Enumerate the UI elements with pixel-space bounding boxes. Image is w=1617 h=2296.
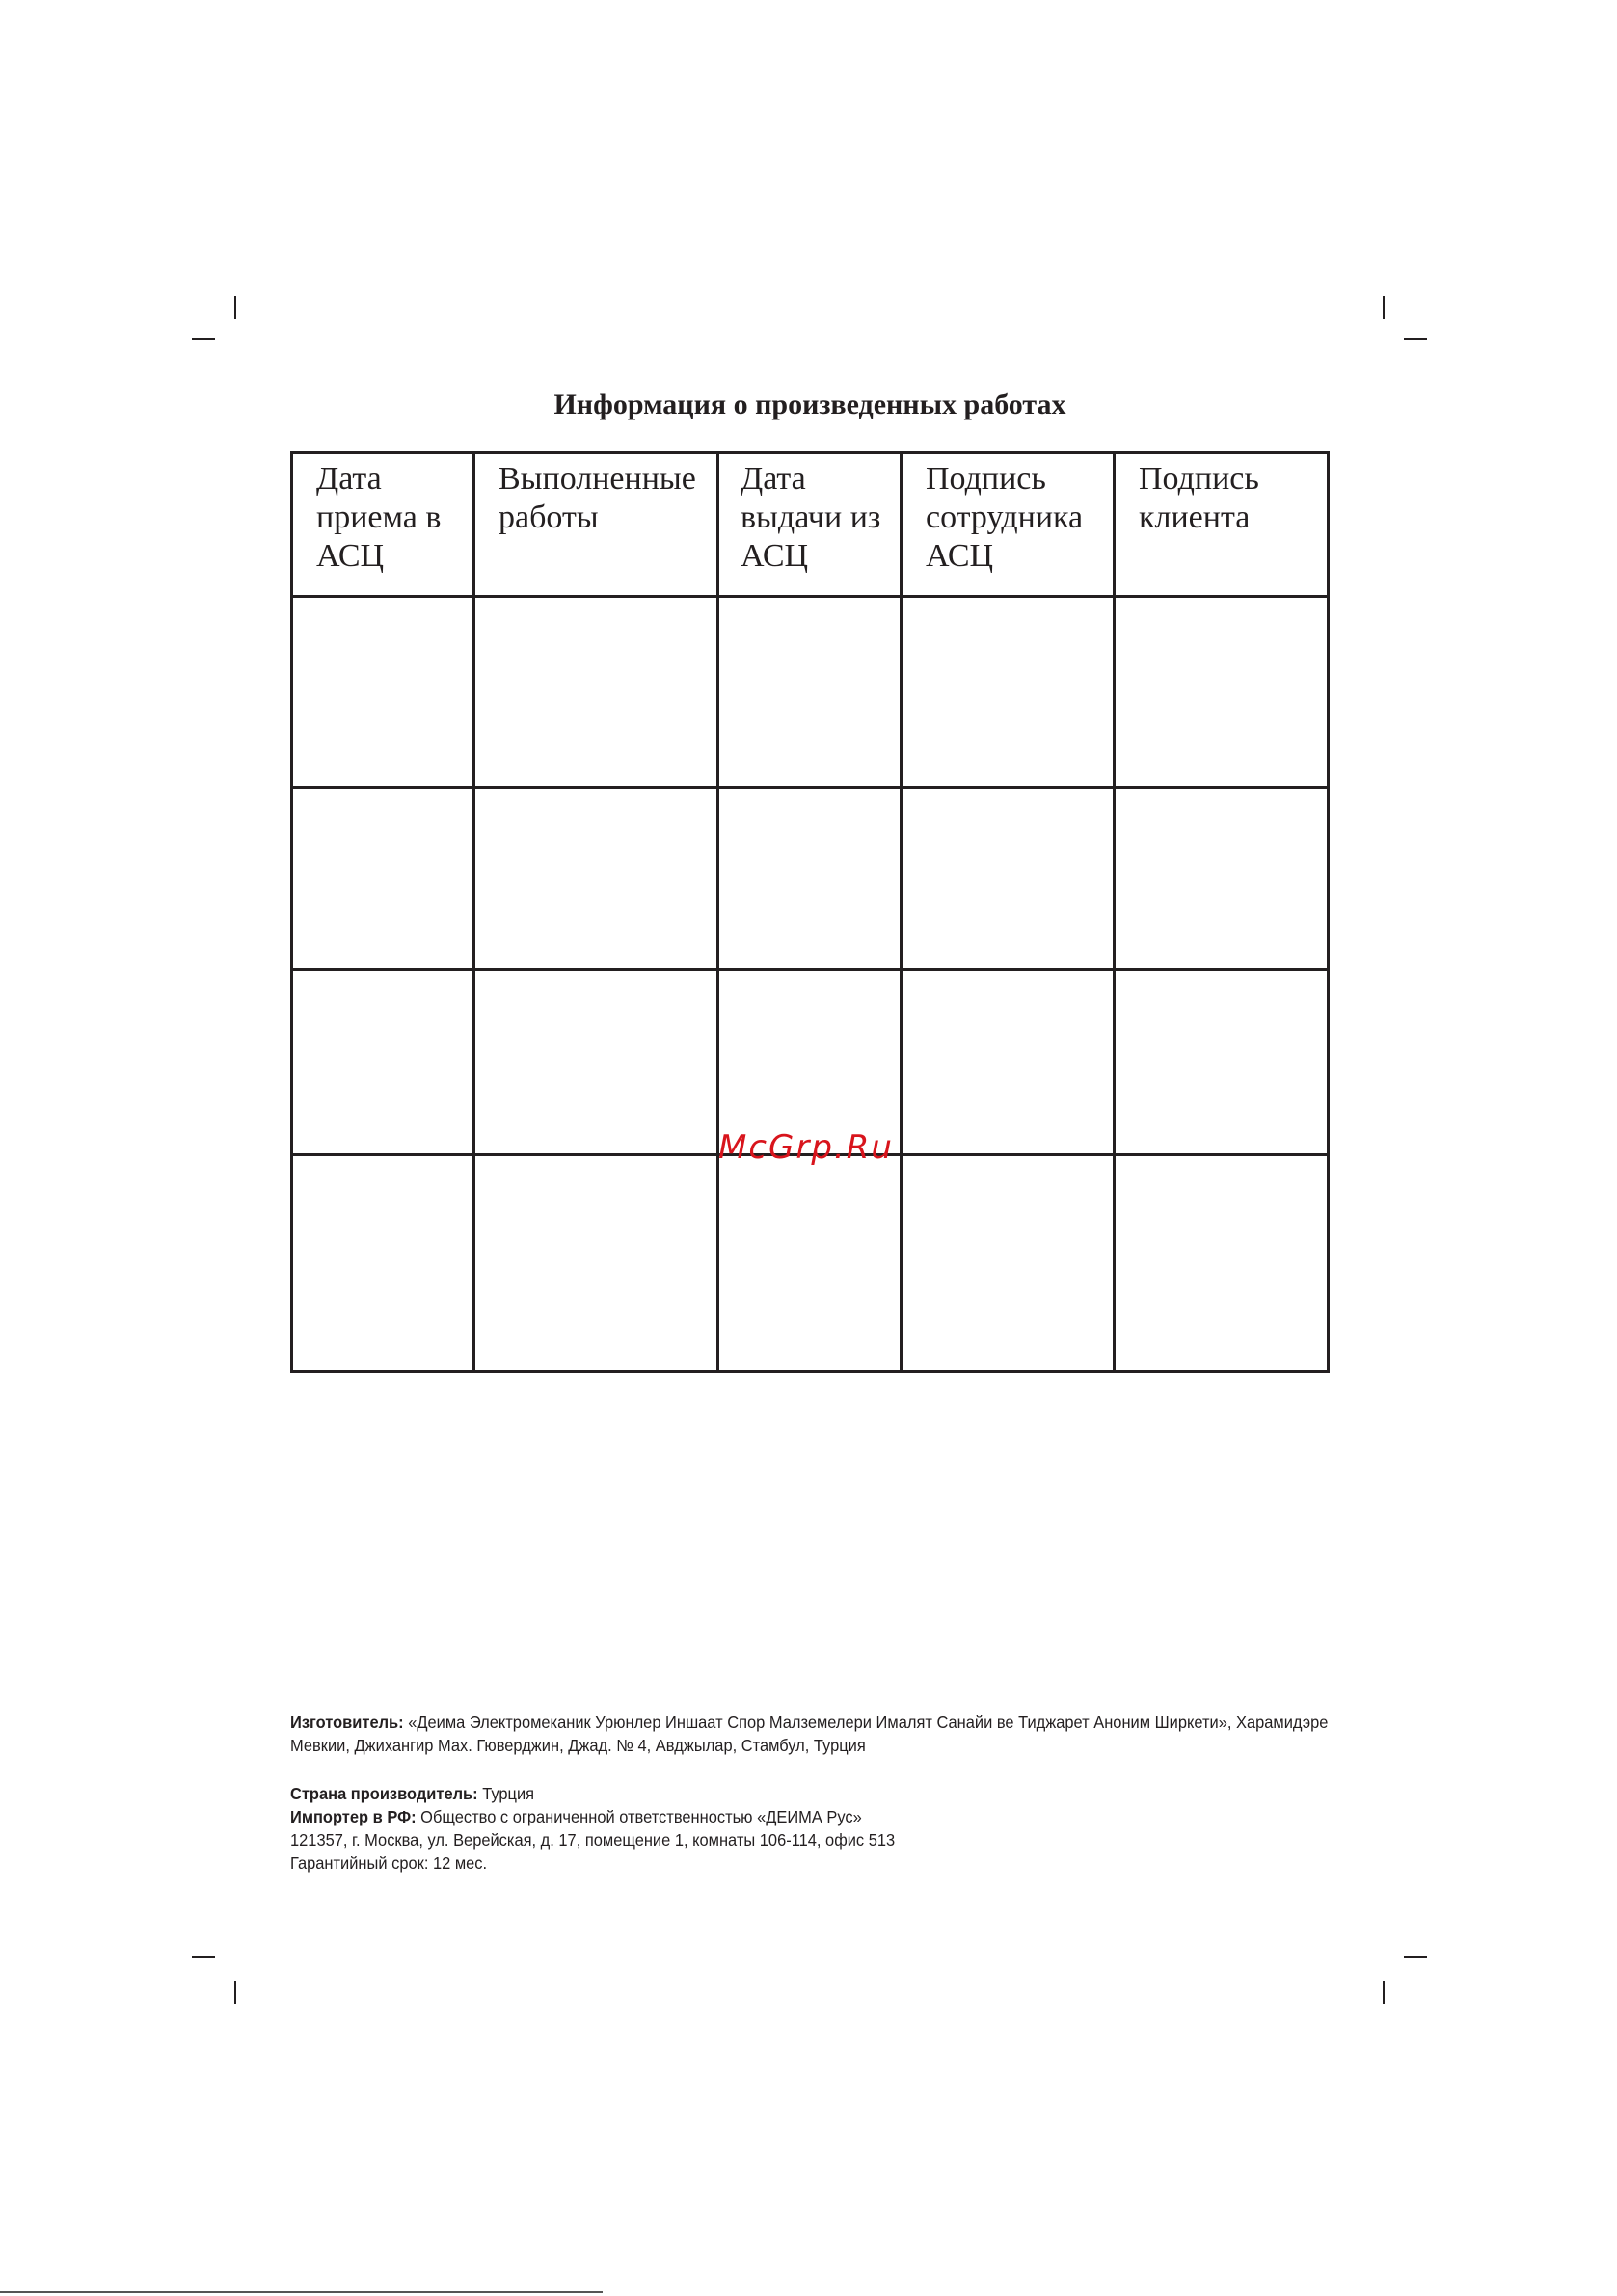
table-cell xyxy=(292,969,474,1154)
table-cell xyxy=(292,597,474,788)
watermark-text: McGrp.Ru xyxy=(718,1128,894,1167)
table-cell xyxy=(292,1155,474,1372)
table-cell xyxy=(718,1155,902,1372)
bottom-edge-line xyxy=(0,2291,603,2293)
crop-mark-bottom-left-horizontal xyxy=(192,1956,215,1958)
table-cell xyxy=(292,788,474,969)
table-cell xyxy=(1115,1155,1329,1372)
header-work-done: Выполненные работы xyxy=(474,453,718,597)
crop-mark-bottom-right-horizontal xyxy=(1404,1956,1427,1958)
crop-mark-top-right-horizontal xyxy=(1404,338,1427,340)
table-header-row xyxy=(292,453,1329,597)
table-cell xyxy=(474,969,718,1154)
table-cell xyxy=(474,788,718,969)
importer-line xyxy=(290,1805,1269,1828)
importer-value: Общество с ограниченной ответственностью «ДЕИМА Рус» xyxy=(416,1807,862,1826)
table-cell xyxy=(902,969,1115,1154)
importer-info xyxy=(290,1782,1269,1875)
manufacturer-line-1 xyxy=(290,1711,1329,1734)
country-line xyxy=(290,1782,1269,1805)
table-cell xyxy=(1115,597,1329,788)
table-cell xyxy=(718,788,902,969)
header-employee-signature: Подпись сотрудника АСЦ xyxy=(902,453,1115,597)
table-cell xyxy=(902,1155,1115,1372)
manufacturer-name: «Деима Электромеканик Урюнлер Иншаат Спор Малземелери Ималят Санайи ве Тиджарет Аноним Ширкети», Харамидэре xyxy=(403,1713,1329,1732)
crop-mark-top-right-vertical xyxy=(1383,296,1385,319)
table-row xyxy=(292,597,1329,788)
manufacturer-line-2: Мевкии, Джихангир Мах. Гюверджин, Джад. № 4, Авджылар, Стамбул, Турция xyxy=(290,1736,866,1755)
crop-mark-top-left-horizontal xyxy=(192,338,215,340)
warranty-period: Гарантийный срок: 12 мес. xyxy=(290,1853,488,1873)
table-cell xyxy=(718,969,902,1154)
table-row xyxy=(292,788,1329,969)
crop-mark-bottom-left-vertical xyxy=(234,1981,236,2004)
country-value: Турция xyxy=(477,1784,535,1803)
table-cell xyxy=(902,597,1115,788)
work-info-table xyxy=(290,451,1330,1373)
header-client-signature: Подпись клиента xyxy=(1115,453,1329,597)
crop-mark-bottom-right-vertical xyxy=(1383,1981,1385,2004)
table-row xyxy=(292,969,1329,1154)
manufacturer-label: Изготовитель: xyxy=(290,1713,404,1732)
table-cell xyxy=(902,788,1115,969)
table-cell xyxy=(474,1155,718,1372)
table-cell xyxy=(1115,788,1329,969)
table-cell xyxy=(718,597,902,788)
crop-mark-top-left-vertical xyxy=(234,296,236,319)
header-issue-date: Дата выдачи из АСЦ xyxy=(718,453,902,597)
importer-label: Импортер в РФ: xyxy=(290,1807,417,1826)
page-title: Информация о произведенных работах xyxy=(553,389,1066,420)
table-cell xyxy=(474,597,718,788)
manufacturer-info xyxy=(290,1711,1329,1757)
table-row xyxy=(292,1155,1329,1372)
importer-address: 121357, г. Москва, ул. Верейская, д. 17, помещение 1, комнаты 106-114, офис 513 xyxy=(290,1830,896,1850)
table-cell xyxy=(1115,969,1329,1154)
country-label: Страна производитель: xyxy=(290,1784,478,1803)
header-receipt-date: Дата приема в АСЦ xyxy=(292,453,474,597)
